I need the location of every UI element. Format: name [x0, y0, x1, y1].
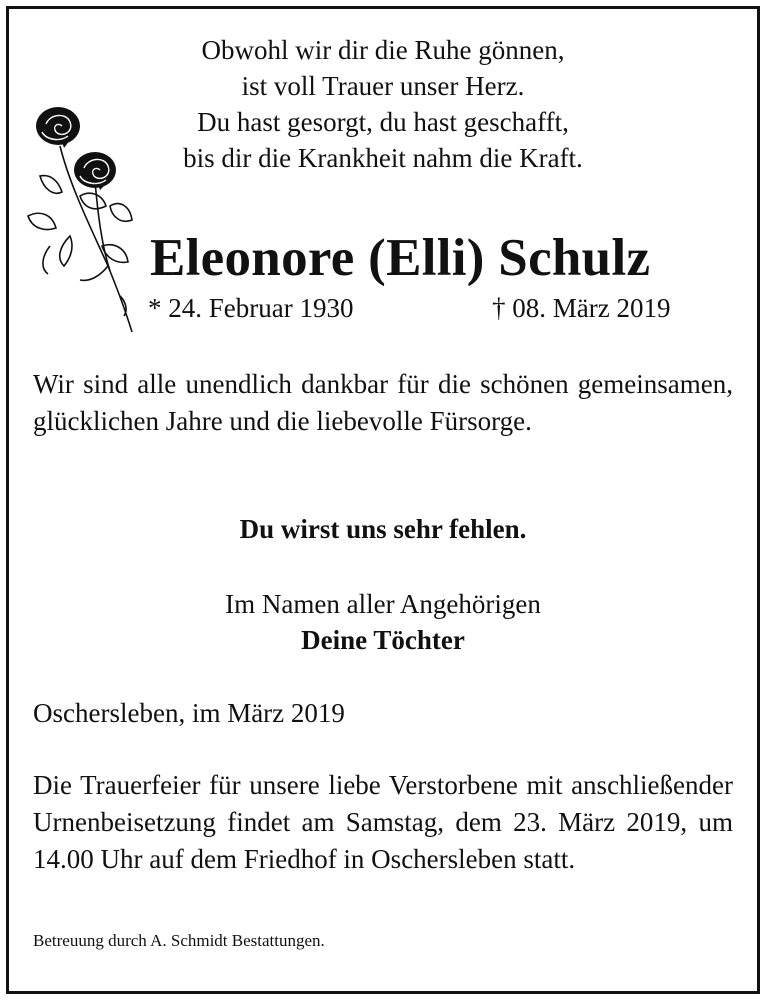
- place-date: Oschersleben, im März 2019: [33, 698, 345, 728]
- birth-date: * 24. Februar 1930: [148, 293, 354, 323]
- undertaker-credit: Betreuung durch A. Schmidt Bestattungen.: [33, 931, 325, 950]
- service-notice: Die Trauerfeier für unsere liebe Verstorbene mit anschließender Urnenbeisetzung findet am Samstag, dem 23. März 2019, um 14.00 Uhr auf dem Friedhof in Oschersleben statt.: [33, 770, 733, 874]
- gratitude-text: Wir sind alle unendlich dankbar für die schönen gemeinsamen, glücklichen Jahre und die liebevolle Fürsorge.: [33, 369, 733, 436]
- verse-line: Du hast gesorgt, du hast geschafft,: [197, 107, 569, 137]
- roses-icon: [20, 96, 140, 340]
- verse-line: Obwohl wir dir die Ruhe gönnen,: [201, 35, 565, 65]
- verse-line: bis dir die Krankheit nahm die Kraft.: [183, 143, 583, 173]
- signed-by: Deine Töchter: [301, 625, 465, 655]
- deceased-name: Eleonore (Elli) Schulz: [150, 229, 651, 287]
- on-behalf-line: Im Namen aller Angehörigen: [225, 589, 541, 619]
- farewell-line: Du wirst uns sehr fehlen.: [239, 514, 527, 544]
- verse-line: ist voll Trauer unser Herz.: [241, 71, 525, 101]
- death-date: † 08. März 2019: [492, 293, 671, 323]
